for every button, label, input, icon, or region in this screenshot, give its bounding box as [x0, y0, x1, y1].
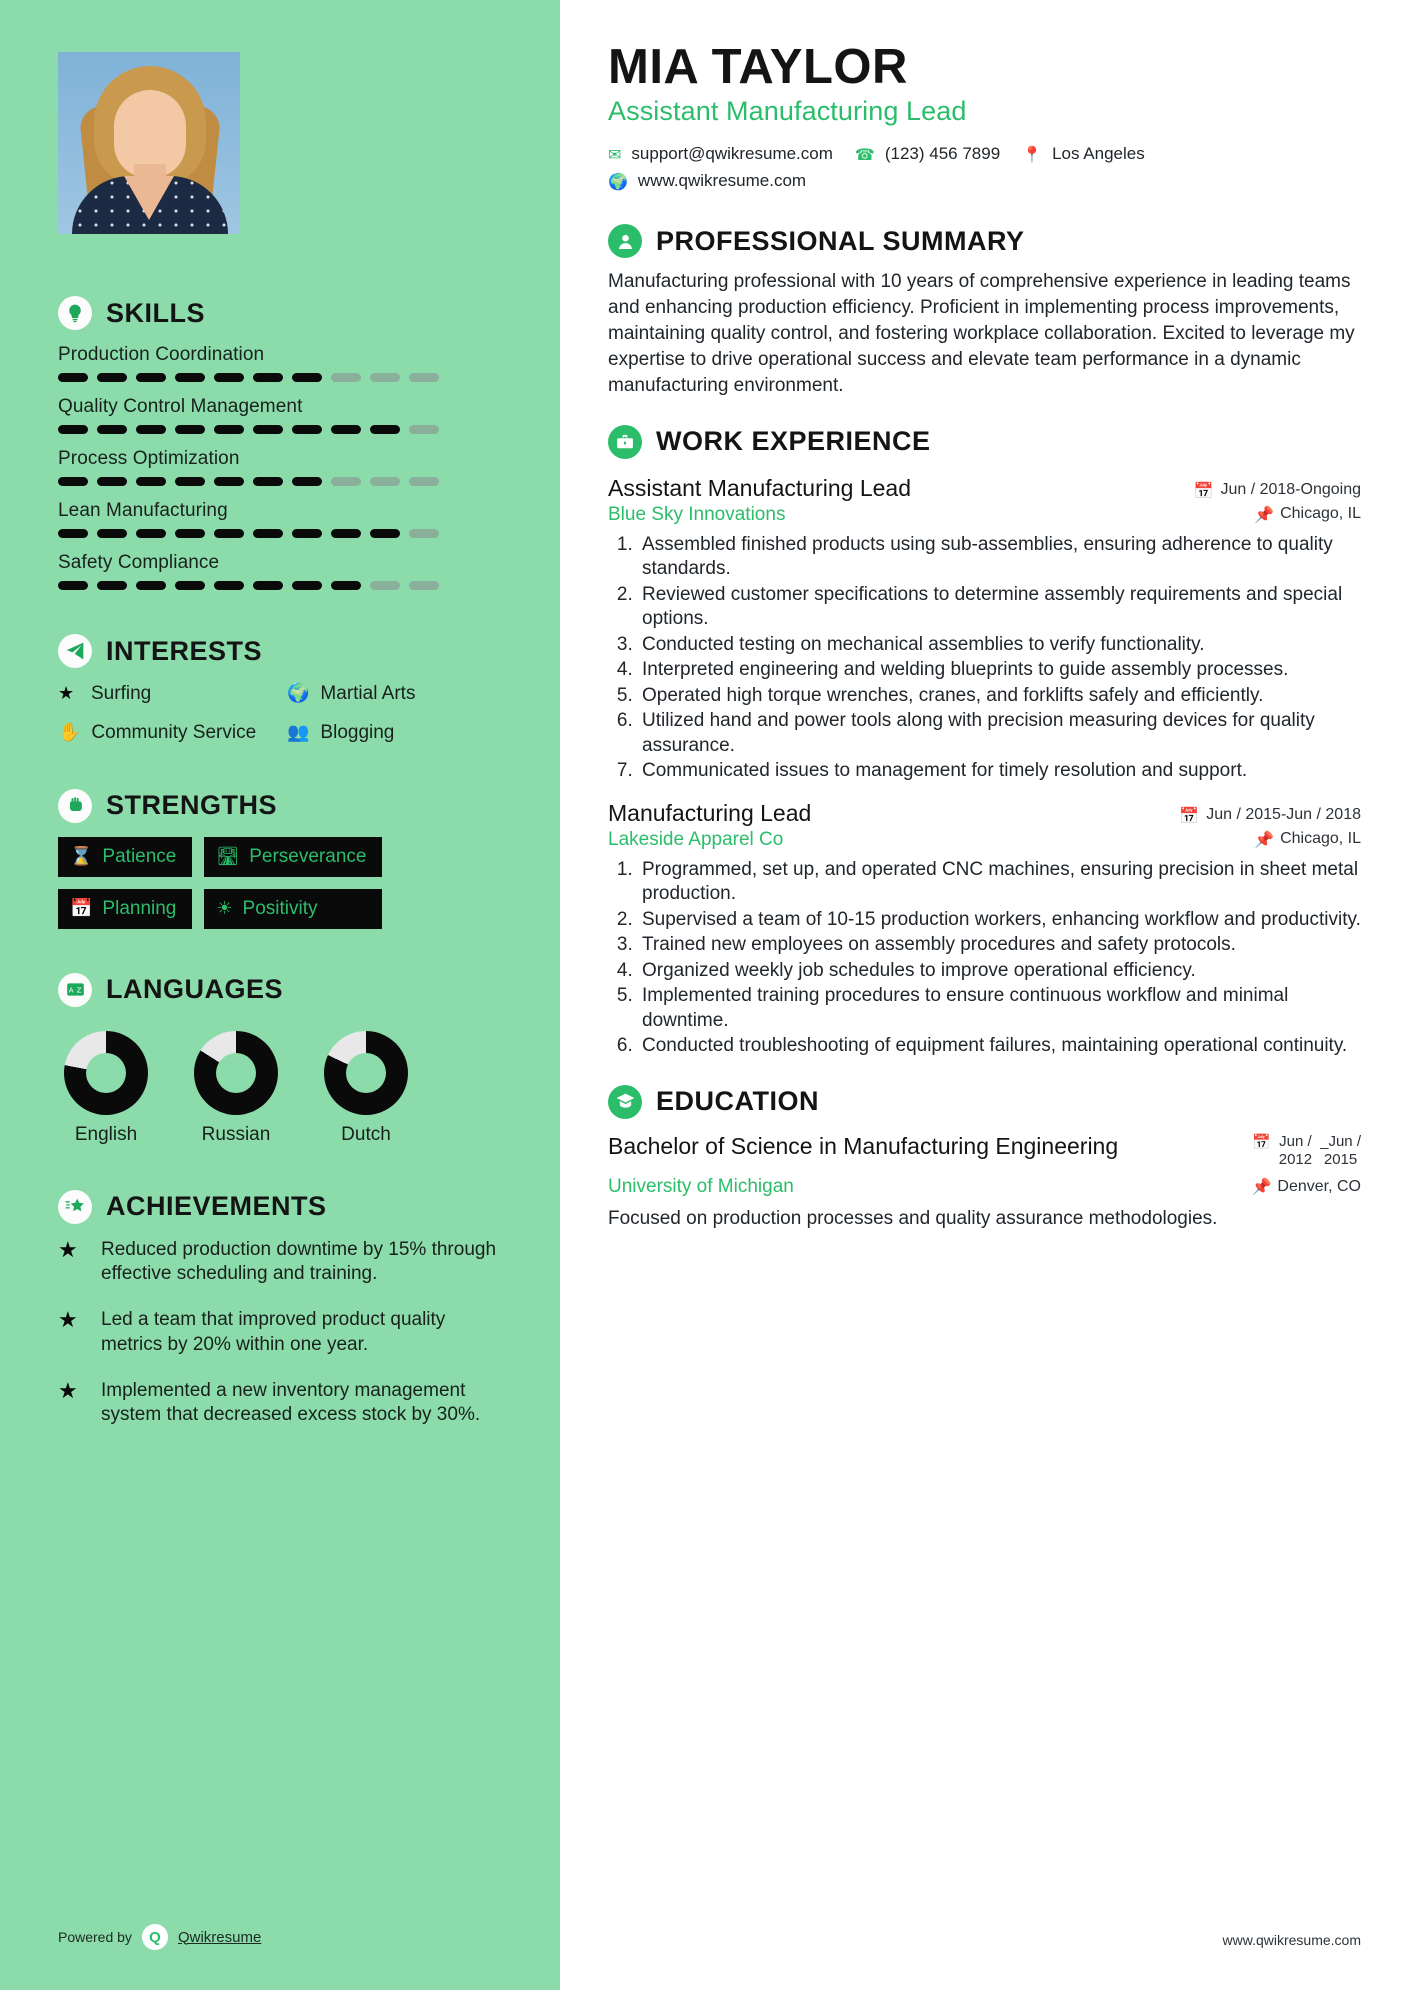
skill-name: Production Coordination: [58, 344, 265, 365]
work-title: WORK EXPERIENCE: [656, 426, 931, 457]
graduation-icon: [608, 1085, 642, 1119]
interest-label: Martial Arts: [320, 683, 416, 704]
interests-heading: [58, 634, 508, 668]
strength-label: Positivity: [242, 897, 318, 919]
skills-title: SKILLS: [106, 297, 206, 328]
summary-title: PROFESSIONAL SUMMARY: [656, 225, 1025, 256]
language-item: [318, 1031, 414, 1146]
lightbulb-icon: [58, 296, 92, 330]
contact-value: Los Angeles: [1052, 144, 1145, 164]
job-bullet: 7. Communicated issues to management for timely resolution and support.: [638, 759, 1361, 784]
skill-segment: [409, 581, 439, 590]
envelope-icon: ✉: [608, 144, 622, 164]
skill-segment: [214, 581, 244, 590]
education-location-text: Denver, CO: [1277, 1177, 1361, 1195]
contact-item[interactable]: [608, 144, 833, 164]
achievement-item: [58, 1379, 508, 1428]
translate-icon: [58, 973, 92, 1007]
job-location-text: Chicago, IL: [1280, 505, 1361, 523]
road-icon: 🛣: [216, 846, 240, 868]
calendar-icon: 📅: [1193, 480, 1214, 500]
education-entry: [608, 1133, 1361, 1232]
skill-segment: [175, 425, 205, 434]
strengths-list: [58, 837, 508, 929]
fist-icon: [58, 789, 92, 823]
achievement-text: Led a team that improved product quality metrics by 20% within one year.: [101, 1309, 446, 1355]
job-location: [1254, 505, 1361, 524]
job-bullet: 6. Utilized hand and power tools along with precision measuring devices for quality assurance.: [638, 709, 1361, 758]
contact-value: www.qwikresume.com: [637, 171, 807, 191]
skill-segment: [97, 373, 127, 382]
language-label: Dutch: [341, 1123, 391, 1145]
skill-segment: [175, 373, 205, 382]
education-date-end: [1320, 1133, 1361, 1171]
skill-name: Process Optimization: [58, 448, 240, 469]
interests-section: [58, 634, 508, 745]
skill-item: [58, 448, 508, 486]
star-icon: ★: [58, 683, 75, 704]
skill-level-bar: [58, 425, 508, 434]
skill-segment: [409, 477, 439, 486]
pin-icon: 📌: [1254, 504, 1275, 524]
job-bullet-list: [638, 533, 1361, 784]
qwikresume-logo-icon: Q: [142, 1924, 168, 1950]
qwikresume-brand-link[interactable]: Qwikresume: [177, 1928, 262, 1946]
skill-segment: [292, 529, 322, 538]
job-bullet: 3. Trained new employees on assembly procedures and safety protocols.: [638, 933, 1361, 958]
skill-segment: [370, 581, 400, 590]
education-description: Focused on production processes and quality assurance methodologies.: [608, 1208, 1218, 1230]
interests-title: INTERESTS: [106, 635, 263, 666]
skill-segment: [253, 425, 283, 434]
contact-item[interactable]: [1022, 144, 1145, 164]
skill-segment: [331, 425, 361, 434]
job-bullet: 1. Assembled finished products using sub-assemblies, ensuring adherence to quality standards.: [638, 533, 1361, 582]
skill-name: Quality Control Management: [58, 396, 303, 417]
skill-segment: [253, 529, 283, 538]
skill-segment: [331, 529, 361, 538]
job-bullet: 3. Conducted testing on mechanical assemblies to verify functionality.: [638, 633, 1361, 658]
summary-heading: [608, 224, 1361, 258]
skill-segment: [253, 373, 283, 382]
calendar-icon: 📅: [1252, 1132, 1271, 1151]
skill-segment: [292, 373, 322, 382]
job-company: Lakeside Apparel Co: [608, 828, 784, 850]
skill-segment: [58, 477, 88, 486]
achievements-list: [58, 1238, 508, 1428]
avatar: [58, 52, 240, 234]
skill-level-bar: [58, 529, 508, 538]
skill-segment: [136, 529, 166, 538]
skill-name: Lean Manufacturing: [58, 500, 228, 521]
achievement-text: Reduced production downtime by 15% through effective scheduling and training.: [101, 1238, 497, 1285]
job-date: [1194, 481, 1361, 500]
shooting-star-icon: ★: [58, 1237, 78, 1263]
education-date-end-line2: 2015: [1323, 1151, 1358, 1169]
interest-item: [58, 721, 279, 744]
job-header-row: [608, 800, 1361, 827]
job-entry: [608, 800, 1361, 1059]
languages-heading: [58, 973, 508, 1007]
svg-text:Z: Z: [76, 986, 81, 995]
skill-segment: [292, 581, 322, 590]
globe-icon: 🌍: [287, 683, 310, 704]
work-experience-section: [608, 425, 1361, 1059]
achievement-item: [58, 1238, 508, 1287]
skill-level-bar: [58, 581, 508, 590]
achievements-heading: [58, 1190, 508, 1224]
education-school: University of Michigan: [608, 1176, 794, 1198]
job-location: [1254, 830, 1361, 849]
job-bullet-list: [638, 858, 1361, 1059]
skill-segment: [331, 477, 361, 486]
skill-segment: [370, 529, 400, 538]
skills-list: [58, 344, 508, 590]
job-bullet: 4. Interpreted engineering and welding blueprints to guide assembly processes.: [638, 658, 1361, 683]
job-bullet: 4. Organized weekly job schedules to improve operational efficiency.: [638, 959, 1361, 984]
calendar-icon: 📅: [1179, 805, 1200, 825]
job-bullet: 1. Programmed, set up, and operated CNC machines, ensuring precision in sheet metal production.: [638, 858, 1361, 907]
strength-badge: [204, 837, 382, 877]
skill-segment: [409, 373, 439, 382]
education-degree: Bachelor of Science in Manufacturing Engineering: [608, 1132, 1119, 1159]
education-date-start: [1279, 1133, 1312, 1171]
skill-segment: [58, 581, 88, 590]
briefcase-icon: [608, 425, 642, 459]
job-bullet: 2. Supervised a team of 10-15 production workers, enhancing workflow and productivity.: [638, 908, 1361, 933]
contact-item[interactable]: [855, 144, 1000, 164]
language-item: [58, 1031, 154, 1146]
skill-segment: [253, 477, 283, 486]
skill-segment: [136, 373, 166, 382]
skill-item: [58, 344, 508, 382]
summary-section: [608, 224, 1361, 398]
skill-segment: [97, 529, 127, 538]
languages-section: [58, 973, 508, 1146]
sidebar: [0, 0, 560, 1990]
job-bullet: 5. Implemented training procedures to ensure continuous workflow and minimal downtime.: [638, 984, 1361, 1033]
job-bullet: 2. Reviewed customer specifications to determine assembly requirements and special options.: [638, 583, 1361, 632]
interest-label: Surfing: [91, 683, 152, 704]
powered-by-footer: [58, 1924, 261, 1950]
skill-segment: [175, 581, 205, 590]
contact-value: (123) 456 7899: [884, 144, 1001, 164]
job-title: Manufacturing Lead: [608, 799, 812, 826]
interest-item: [287, 682, 508, 705]
strength-badge: [58, 837, 192, 877]
job-date: [1179, 806, 1361, 825]
skill-segment: [58, 529, 88, 538]
language-item: [188, 1031, 284, 1146]
skill-segment: [175, 529, 205, 538]
education-location: [1251, 1177, 1361, 1196]
education-title: EDUCATION: [656, 1086, 819, 1117]
contact-list: [608, 144, 1361, 198]
skill-segment: [97, 425, 127, 434]
powered-by-label: Powered by: [58, 1929, 132, 1945]
interest-item: [287, 721, 508, 744]
job-subheader-row: [608, 829, 1361, 851]
skill-segment: [136, 477, 166, 486]
job-header-row: [608, 475, 1361, 502]
strengths-title: STRENGTHS: [106, 790, 278, 821]
strengths-heading: [58, 789, 508, 823]
skill-segment: [292, 425, 322, 434]
skill-segment: [370, 477, 400, 486]
skill-item: [58, 396, 508, 434]
skill-segment: [214, 425, 244, 434]
main-content: [560, 0, 1407, 1990]
strength-badge: [58, 889, 192, 929]
svg-text:A: A: [68, 986, 74, 995]
achievement-item: [58, 1308, 508, 1357]
education-section: [608, 1085, 1361, 1232]
skill-segment: [136, 425, 166, 434]
achievements-title: ACHIEVEMENTS: [106, 1191, 327, 1222]
globe-icon: 🌍: [608, 171, 628, 191]
skill-segment: [409, 425, 439, 434]
language-progress-donut: [64, 1031, 148, 1115]
languages-title: LANGUAGES: [106, 974, 284, 1005]
job-location-text: Chicago, IL: [1280, 830, 1361, 848]
job-company: Blue Sky Innovations: [608, 503, 786, 525]
skill-segment: [97, 581, 127, 590]
user-circle-icon: [608, 224, 642, 258]
job-role-subtitle: Assistant Manufacturing Lead: [608, 96, 967, 127]
language-label: English: [74, 1123, 138, 1145]
skill-item: [58, 552, 508, 590]
education-date: [1252, 1133, 1361, 1171]
interest-label: Blogging: [320, 722, 395, 744]
achievements-section: [58, 1190, 508, 1428]
pin-icon: 📌: [1251, 1177, 1272, 1197]
skill-segment: [370, 373, 400, 382]
language-progress-donut: [324, 1031, 408, 1115]
hourglass-icon: ⌛: [70, 846, 93, 868]
skill-segment: [331, 373, 361, 382]
skill-segment: [136, 581, 166, 590]
skills-section: [58, 296, 508, 590]
job-entry: [608, 475, 1361, 784]
website-footer: www.qwikresume.com: [1222, 1932, 1361, 1948]
shooting-star-icon: ★: [58, 1379, 78, 1405]
location-pin-icon: 📍: [1022, 144, 1043, 164]
job-date-text: Jun / 2018-Ongoing: [1220, 481, 1361, 499]
calendar-icon: 📅: [70, 898, 93, 920]
job-date-text: Jun / 2015-Jun / 2018: [1206, 806, 1361, 824]
education-heading: [608, 1085, 1361, 1119]
education-list: [608, 1133, 1361, 1232]
skill-segment: [58, 373, 88, 382]
skill-segment: [409, 529, 439, 538]
users-icon: 👥: [287, 722, 310, 744]
skill-level-bar: [58, 477, 508, 486]
strength-label: Patience: [102, 845, 177, 867]
language-progress-donut: [194, 1031, 278, 1115]
shooting-star-icon: [58, 1190, 92, 1224]
education-date-end-line1: _Jun /: [1320, 1132, 1361, 1150]
sun-icon: ☀: [216, 898, 233, 920]
skill-segment: [58, 425, 88, 434]
jobs-list: [608, 475, 1361, 1059]
skills-heading: [58, 296, 508, 330]
work-heading: [608, 425, 1361, 459]
interests-list: [58, 682, 508, 745]
pin-icon: 📌: [1254, 829, 1275, 849]
education-date-start-line1: Jun /: [1279, 1132, 1312, 1150]
job-subheader-row: [608, 504, 1361, 526]
page-title: MIA TAYLOR: [608, 40, 908, 94]
interest-item: [58, 682, 279, 705]
strength-badge: [204, 889, 382, 929]
strength-label: Planning: [102, 897, 177, 919]
summary-text: Manufacturing professional with 10 years of comprehensive experience in leading teams and enhancing production efficiency. Proficient in implementing process improvements, maintaining quality control, and fostering workplace collaboration. Excited to leverage my expertise to drive operational success and elevate team performance in a dynamic manufacturing environment.: [608, 271, 1355, 396]
language-label: Russian: [201, 1123, 271, 1145]
skill-level-bar: [58, 373, 508, 382]
skill-segment: [214, 477, 244, 486]
strengths-section: [58, 789, 508, 929]
skill-segment: [214, 529, 244, 538]
contact-item[interactable]: [608, 171, 806, 191]
skill-segment: [331, 581, 361, 590]
skill-name: Safety Compliance: [58, 552, 220, 573]
contact-value: support@qwikresume.com: [631, 144, 833, 164]
skill-item: [58, 500, 508, 538]
job-bullet: 5. Operated high torque wrenches, cranes, and forklifts safely and efficiently.: [638, 684, 1361, 709]
strength-label: Perseverance: [249, 845, 367, 867]
education-subheader-row: [608, 1176, 1361, 1198]
job-title: Assistant Manufacturing Lead: [608, 474, 912, 501]
hand-icon: ✋: [58, 722, 81, 744]
skill-segment: [175, 477, 205, 486]
job-bullet: 6. Conducted troubleshooting of equipment failures, maintaining operational continuity.: [638, 1034, 1361, 1059]
achievement-text: Implemented a new inventory management system that decreased excess stock by 30%.: [101, 1380, 481, 1426]
paper-plane-icon: [58, 634, 92, 668]
skill-segment: [292, 477, 322, 486]
phone-icon: ☎: [854, 144, 875, 164]
skill-segment: [370, 425, 400, 434]
skill-segment: [253, 581, 283, 590]
languages-list: [58, 1031, 508, 1146]
skill-segment: [97, 477, 127, 486]
education-date-start-line2: 2012: [1278, 1151, 1313, 1169]
shooting-star-icon: ★: [58, 1308, 78, 1334]
education-header-row: [608, 1133, 1361, 1171]
skill-segment: [214, 373, 244, 382]
interest-label: Community Service: [91, 722, 257, 744]
